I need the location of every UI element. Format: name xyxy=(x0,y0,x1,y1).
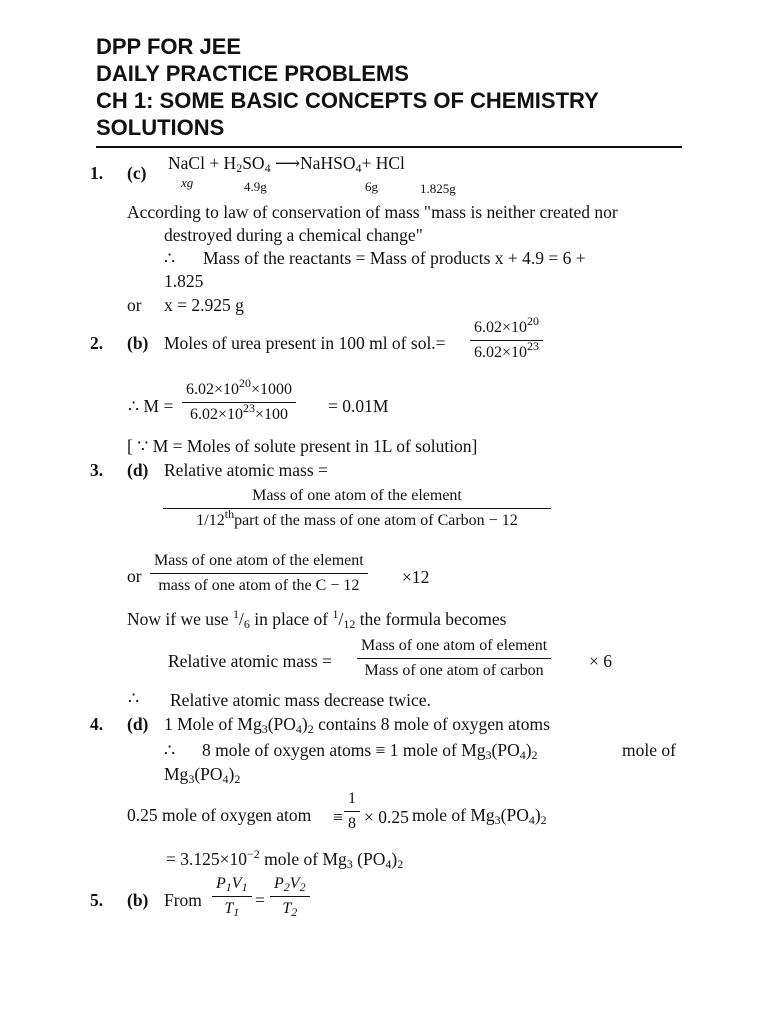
q3-conclusion: Relative atomic mass decrease twice. xyxy=(170,690,431,710)
q1-line-b: destroyed during a chemical change" xyxy=(164,225,423,245)
q3-fraction-1: Mass of one atom of the element 1/12thpart of the mass of one atom of Carbon − 12 xyxy=(163,486,551,531)
q1-mass-x: xg xyxy=(181,175,194,190)
q1-equation: NaCl + $H_2SO_4$ ⟶NaHSO$_4$+ HCl xyxy=(168,153,405,175)
q3-text: Relative atomic mass = xyxy=(164,460,328,480)
q1-number: 1. xyxy=(90,163,104,183)
q4-number: 4. xyxy=(90,714,104,734)
q1-line-a: According to law of conservation of mass "mass is neither created nor xyxy=(127,202,618,222)
q3-option: (d) xyxy=(127,460,149,480)
title-line-2: DAILY PRACTICE PROBLEMS xyxy=(96,61,409,86)
q4-equiv: ≡ xyxy=(333,807,343,827)
q3-fraction-3: Mass of one atom of element Mass of one atom of carbon xyxy=(357,636,551,681)
q5-equals: = xyxy=(255,890,265,910)
q1-mass-hcl: 1.825g xyxy=(420,181,456,196)
q4-option: (d) xyxy=(127,714,149,734)
q5-fraction-right: $\frac{P_2V_2}{T_2}$ xyxy=(270,874,310,919)
q5-number: 5. xyxy=(90,890,104,910)
q1-line-c: Mass of the reactants = Mass of products x + 4.9 = 6 + xyxy=(203,248,586,268)
q1-option: (c) xyxy=(127,163,147,183)
q2-number: 2. xyxy=(90,333,104,353)
title-line-1: DPP FOR JEE xyxy=(96,34,242,59)
q1-therefore: ∴ xyxy=(164,248,176,268)
q2-option: (b) xyxy=(127,333,149,353)
q4-line-4b: mole of $Mg_3(PO_4)_2$ xyxy=(412,805,547,827)
q4-line-4a: 0.25 mole of oxygen atom xyxy=(127,805,312,825)
q3-mult-12: ×12 xyxy=(402,567,430,587)
q4-line-5: = $3.125\times 10^{-2}$ mole of $Mg_3$ $(PO_4)_2$ xyxy=(166,847,404,871)
q4-fraction: $\frac{1}{8}$ xyxy=(344,789,360,834)
q4-line-2: 8 mole of oxygen atoms ≡ 1 mole of $Mg_3(PO_4)_2$ mole of xyxy=(202,740,676,762)
q4-line-1: 1 Mole of $Mg_3(PO_4)_2$ contains 8 mole of oxygen atoms xyxy=(164,714,550,736)
q3-therefore: ∴ xyxy=(128,688,140,708)
q5-fraction-left: $\frac{P_1V_1}{T_1}$ xyxy=(212,874,252,919)
q2-m-result: = 0.01M xyxy=(328,396,389,416)
q4-therefore: ∴ xyxy=(164,740,176,760)
q2-m-fraction: $\frac{6.02\times 10^{20}\times 1000}{6.02\times 10^{23}\times 100}$ xyxy=(182,380,296,425)
q1-mass-h2so4: 4.9g xyxy=(244,179,267,194)
q2-text: Moles of urea present in 100 ml of sol.= xyxy=(164,333,446,353)
title-line-4: SOLUTIONS xyxy=(96,115,225,140)
q2-note: [ ∵ M = Moles of solute present in 1L of solution] xyxy=(127,436,478,456)
q2-fraction: $\frac{6.02\times 10^{20}}{6.02\times 10^{23}}$ xyxy=(470,318,543,363)
q1-line-e: x = 2.925 g xyxy=(164,295,244,315)
q4-line-3: $Mg_3(PO_4)_2$ xyxy=(164,764,241,786)
q5-option: (b) xyxy=(127,890,149,910)
q3-now-line: Now if we use $^1/_6$ in place of $^1/_{12}$ the formula becomes xyxy=(127,607,507,631)
title-line-3: CH 1: SOME BASIC CONCEPTS OF CHEMISTRY xyxy=(96,88,599,113)
q1-mass-nahso4: 6g xyxy=(365,179,378,194)
q3-fraction-2: Mass of one atom of the element mass of one atom of the C − 12 xyxy=(150,551,368,596)
q3-mult-6: × 6 xyxy=(589,651,612,671)
q3-or: or xyxy=(127,566,142,586)
q5-from: From xyxy=(164,890,202,910)
header-rule xyxy=(96,146,682,148)
q1-line-d: 1.825 xyxy=(164,271,204,291)
q3-number: 3. xyxy=(90,460,104,480)
q3-ram-label: Relative atomic mass = xyxy=(168,651,332,671)
q2-m-label: ∴ M = xyxy=(128,396,174,416)
q1-or: or xyxy=(127,295,142,315)
q4-mult: × 0.25 xyxy=(364,807,409,827)
